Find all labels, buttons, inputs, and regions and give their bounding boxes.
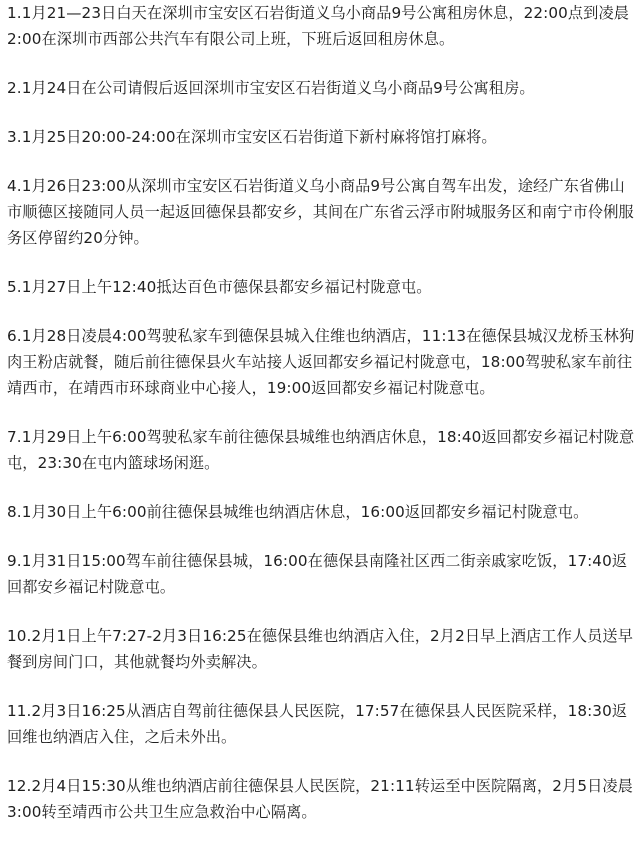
- itinerary-item-7: 7.1月29日上午6:00驾驶私家车前往德保县城维也纳酒店休息，18:40返回都安乡福记村陇意屯，23:30在屯内篮球场闲逛。: [7, 428, 635, 472]
- itinerary-item-5: 5.1月27日上午12:40抵达百色市德保县都安乡福记村陇意屯。: [7, 278, 432, 296]
- itinerary-item-6: 6.1月28日凌晨4:00驾驶私家车到德保县城入住维也纳酒店，11:13在德保县城汉龙桥玉林狗肉王粉店就餐，随后前往德保县火车站接人返回都安乡福记村陇意屯，18:00驾驶私家车前往靖西市，在靖西市环球商业中心接人，19:00返回都安乡福记村陇意屯。: [7, 327, 635, 397]
- itinerary-document: [7, 0, 635, 825]
- itinerary-item-10: 10.2月1日上午7:27-2月3日16:25在德保县维也纳酒店入住，2月2日早上酒店工作人员送早餐到房间门口，其他就餐均外卖解决。: [7, 627, 634, 671]
- itinerary-item-4: 4.1月26日23:00从深圳市宝安区石岩街道义乌小商品9号公寓自驾车出发，途经广东省佛山市顺德区接随同人员一起返回德保县都安乡，其间在广东省云浮市附城服务区和南宁市伶俐服务区停留约20分钟。: [7, 177, 634, 247]
- itinerary-item-8: 8.1月30日上午6:00前往德保县城维也纳酒店休息，16:00返回都安乡福记村陇意屯。: [7, 503, 589, 521]
- itinerary-item-2: 2.1月24日在公司请假后返回深圳市宝安区石岩街道义乌小商品9号公寓租房。: [7, 79, 535, 97]
- itinerary-item-12: 12.2月4日15:30从维也纳酒店前往德保县人民医院，21:11转运至中医院隔离，2月5日凌晨3:00转至靖西市公共卫生应急救治中心隔离。: [7, 777, 633, 821]
- itinerary-item-3: 3.1月25日20:00-24:00在深圳市宝安区石岩街道下新村麻将馆打麻将。: [7, 128, 497, 146]
- itinerary-item-1: 1.1月21—23日白天在深圳市宝安区石岩街道义乌小商品9号公寓租房休息，22:00点到凌晨2:00在深圳市西部公共汽车有限公司上班，下班后返回租房休息。: [7, 4, 630, 48]
- itinerary-item-11: 11.2月3日16:25从酒店自驾前往德保县人民医院，17:57在德保县人民医院采样，18:30返回维也纳酒店入住，之后未外出。: [7, 702, 628, 746]
- itinerary-item-9: 9.1月31日15:00驾车前往德保县城，16:00在德保县南隆社区西二街亲戚家吃饭，17:40返回都安乡福记村陇意屯。: [7, 552, 628, 596]
